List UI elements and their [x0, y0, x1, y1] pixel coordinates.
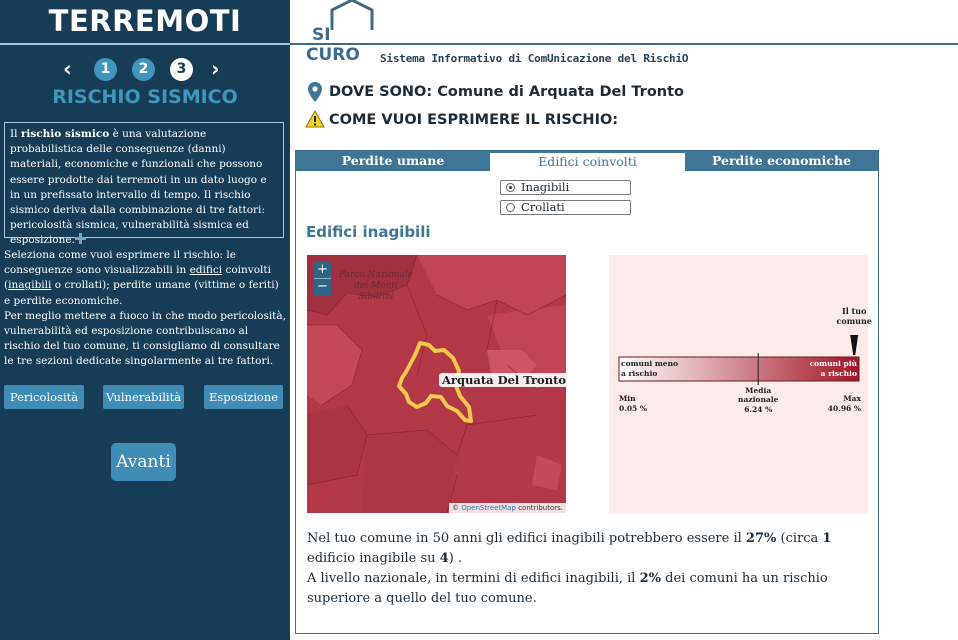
instructions-part: coinvolti ( [4, 264, 271, 292]
sicuro-logo[interactable] [300, 0, 380, 65]
radio-selected-icon [506, 183, 515, 192]
tagline: Sistema Informativo di ComUnicazione del RischiO [380, 52, 689, 65]
step-2-button[interactable]: 2 [132, 58, 155, 81]
tab-bar [296, 151, 878, 171]
max-label: Max [843, 394, 861, 403]
next-button[interactable]: Avanti [111, 443, 176, 481]
vulnerabilita-button[interactable]: Vulnerabilità [103, 385, 184, 409]
warning-icon [305, 110, 325, 128]
tab-perdite-economiche[interactable]: Perdite economiche [685, 151, 878, 171]
question-text: COME VUOI ESPRIMERE IL RISCHIO: [329, 112, 619, 128]
app-title: TERREMOTI [48, 4, 242, 38]
national-percent: 2% [639, 571, 661, 586]
option-crollati[interactable] [500, 200, 631, 215]
definition-term: rischio sismico [20, 128, 110, 140]
chevron-left-icon[interactable]: ‹ [63, 57, 72, 81]
chevron-right-icon[interactable]: › [211, 57, 220, 81]
esposizione-button[interactable]: Esposizione [204, 385, 283, 409]
building-percent: 27% [745, 531, 777, 546]
plus-icon[interactable] [75, 233, 86, 244]
description-text: A livello nazionale, in termini di edifici inagibili, il [307, 571, 640, 586]
option-label: Inagibili [521, 180, 570, 194]
zoom-out-button[interactable]: − [317, 279, 328, 294]
logo-text-bottom: CURO [306, 45, 360, 65]
title-divider [0, 43, 290, 45]
max-value: 40.96 % [827, 404, 861, 413]
low-label-line: a rischio [621, 369, 658, 378]
tab-edifici-coinvolti[interactable]: Edifici coinvolti [490, 151, 685, 171]
marker-label-line: comune [836, 316, 872, 326]
radio-empty-icon [506, 203, 515, 212]
location-text: DOVE SONO: Comune di Arquata Del Tronto [329, 84, 685, 100]
mean-label-line: Media [745, 386, 772, 395]
header-divider [290, 43, 958, 45]
instructions-part: o crollati); perdite umane (vittime o feriti) e perdite economiche. [4, 279, 279, 307]
definition-lead: Il [10, 128, 21, 140]
pericolosita-button[interactable]: Pericolosità [4, 385, 84, 409]
definition-body: è una valutazione probabilistica delle conseguenze (danni) materiali, economiche e funzionali che possono essere prodotte dai terremoti in un dato luogo e in un prefissato intervallo di tempo. Il rischio sismico deriva dalla combinazione di tre fattori: pericolosità sismica, vulnerabilità sismica ed esposizione. [10, 128, 267, 247]
park-label: Parco Nazionale dei Monti Sibillini [338, 270, 414, 302]
risk-map[interactable] [307, 255, 566, 513]
risk-scale [609, 255, 872, 513]
section-title: Edifici inagibili [306, 223, 431, 241]
ratio-denominator: 4 [439, 551, 449, 566]
option-label: Crollati [521, 200, 565, 214]
zoom-control [314, 262, 331, 296]
option-inagibili[interactable] [500, 180, 631, 195]
city-label: Arquata Del Tronto [439, 373, 569, 387]
mean-label-line: nazionale [738, 395, 779, 404]
description-text: edificio inagibile su [307, 551, 440, 566]
min-label: Min [619, 394, 636, 403]
high-label-line: a rischio [820, 369, 857, 378]
inagibili-link[interactable]: inagibili [8, 279, 52, 292]
osm-link[interactable]: OpenStreetMap [461, 504, 516, 512]
min-value: 0.05 % [619, 404, 648, 413]
tab-perdite-umane[interactable]: Perdite umane [296, 151, 490, 171]
definition-box [4, 122, 284, 247]
ratio-numerator: 1 [822, 531, 832, 546]
high-label-line: comuni più [809, 359, 857, 368]
attribution-prefix: © [451, 504, 462, 512]
step-3-button[interactable]: 3 [170, 58, 193, 81]
logo-text-top: SI [312, 25, 331, 45]
low-label-line: comuni meno [621, 359, 679, 368]
instructions-text [4, 248, 286, 370]
zoom-in-button[interactable]: + [314, 262, 331, 279]
risk-panel [295, 150, 879, 634]
comune-marker-icon [850, 335, 858, 355]
map-pin-icon [308, 82, 322, 102]
instructions-part: Seleziona come vuoi esprimere il rischio: le conseguenze sono visualizzabili in [4, 249, 237, 277]
mean-value: 6.24 % [744, 405, 773, 414]
step-1-button[interactable]: 1 [94, 58, 117, 81]
edifici-link[interactable]: edifici [189, 264, 223, 277]
scale-graphic [609, 255, 872, 513]
risk-description [307, 529, 862, 609]
sidebar [0, 0, 290, 640]
marker-label-line: Il tuo [841, 306, 867, 316]
instructions-part: Per meglio mettere a fuoco in che modo pericolosità, vulnerabilità ed esposizione contribuiscano al rischio del tuo comune, ti consigliamo di consultare le tre sezioni dedicate singolarmente ai tre fattori. [4, 309, 287, 368]
attribution-suffix: contributors. [515, 504, 563, 512]
description-text: Nel tuo comune in 50 anni gli edifici inagibili potrebbero essere il [307, 531, 746, 546]
description-text: (circa [776, 531, 823, 546]
section-subtitle: RISCHIO SISMICO [52, 86, 238, 108]
factor-buttons [0, 385, 290, 409]
step-navigator [0, 57, 290, 83]
description-text: dei comuni ha un rischio superiore a quello del tuo comune. [307, 571, 828, 606]
map-attribution [449, 503, 566, 513]
description-text: ) . [448, 551, 463, 566]
